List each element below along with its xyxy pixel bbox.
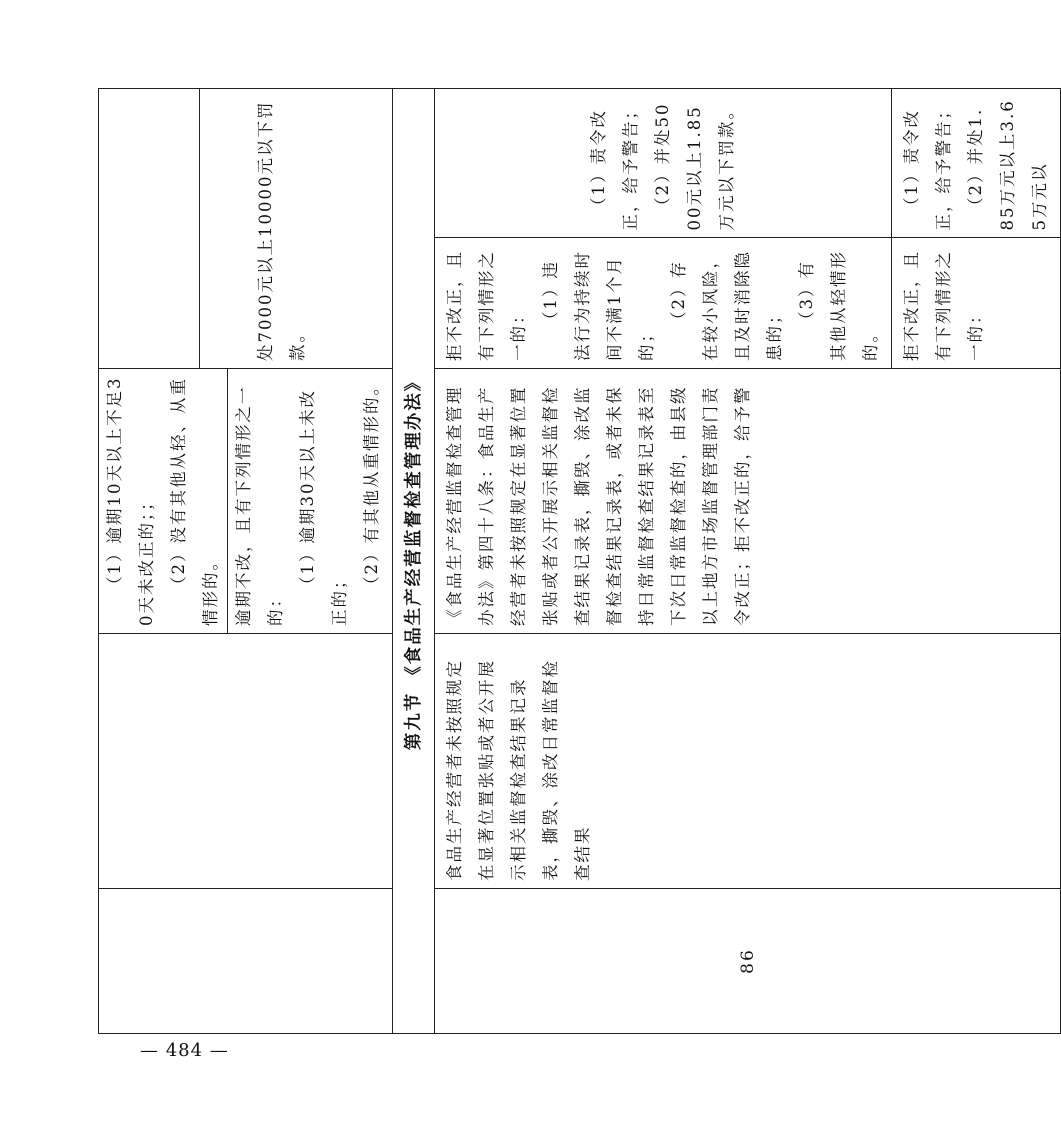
illegal-case-cell bbox=[99, 369, 393, 634]
illegal-case-text: （2）有其他从重情形的。 bbox=[362, 377, 381, 593]
case-text: （2）存在较小风险，且及时消除隐患的； bbox=[669, 250, 784, 361]
case-cell bbox=[892, 238, 1061, 368]
cases-cell bbox=[435, 89, 1061, 369]
legal-basis: 《食品生产经营监督检查管理办法》第四十八条：食品生产经营者未按照规定在显著位置张贴或者公开展示相关监督检查结果记录表，撕毁、涂改监督检查结果记录表，或者未保持日常监督检查结果记录表至下次日常监督检查的，由县级以上地方市场监督管理部门责令改正；拒不改正的，给予警 bbox=[445, 385, 752, 626]
violation-name-cell bbox=[435, 634, 1061, 889]
legal-basis-cell bbox=[435, 369, 1061, 634]
violation-name: 食品生产经营者未按照规定在显著位置张贴或者公开展示相关监督检查结果记录表，撕毁、涂改日常监督检查结果 bbox=[445, 659, 592, 881]
case-text: （3）有其他从轻情形的。 bbox=[797, 250, 880, 361]
penalty-cell bbox=[892, 89, 1061, 238]
penalty-text: （1）责令改正，给予警告； bbox=[902, 101, 953, 231]
row-number: 86 bbox=[435, 889, 1061, 1034]
empty-cell bbox=[99, 634, 393, 889]
penalty-table bbox=[98, 88, 1061, 1034]
rotated-table-container bbox=[98, 89, 1049, 1034]
table-row bbox=[99, 89, 393, 1034]
case-cell bbox=[435, 238, 892, 368]
case-text: 拒不改正，且有下列情形之一的： bbox=[445, 250, 528, 361]
penalty-text: （2）并处1.85万元以上3.65万元以 bbox=[966, 99, 1049, 231]
section-title: 第九节 《食品生产经营监督检查管理办法》 bbox=[393, 89, 435, 1034]
illegal-case-text: （1）逾期30天以上未改正的； bbox=[298, 389, 349, 626]
table-row bbox=[435, 89, 1061, 1034]
illegal-case-text: （2）没有其他从轻、从重情形的。 bbox=[169, 377, 220, 626]
illegal-case-text: 逾期不改，且有下列情形之一的： bbox=[234, 385, 285, 626]
penalty-cell bbox=[435, 89, 892, 238]
penalty-text: （2）并处5000元以上1.85万元以下罚款。 bbox=[653, 101, 736, 231]
illegal-case-divider bbox=[227, 369, 388, 633]
penalty-cell bbox=[99, 89, 393, 369]
case-text: （1）违法行为持续时间不满1个月的； bbox=[541, 250, 656, 361]
case-text: 拒不改正，且有下列情形之一的： bbox=[902, 250, 985, 361]
section-row bbox=[393, 89, 435, 1034]
penalty-text: 处7000元以上10000元以下罚款。 bbox=[256, 100, 307, 361]
page-number: — 484 — bbox=[140, 1040, 229, 1061]
empty-cell bbox=[99, 889, 393, 1034]
illegal-case-text: （1）逾期10天以上不足30天未改正的；； bbox=[105, 376, 156, 626]
penalty-text: （1）责令改正，给予警告； bbox=[589, 101, 640, 231]
